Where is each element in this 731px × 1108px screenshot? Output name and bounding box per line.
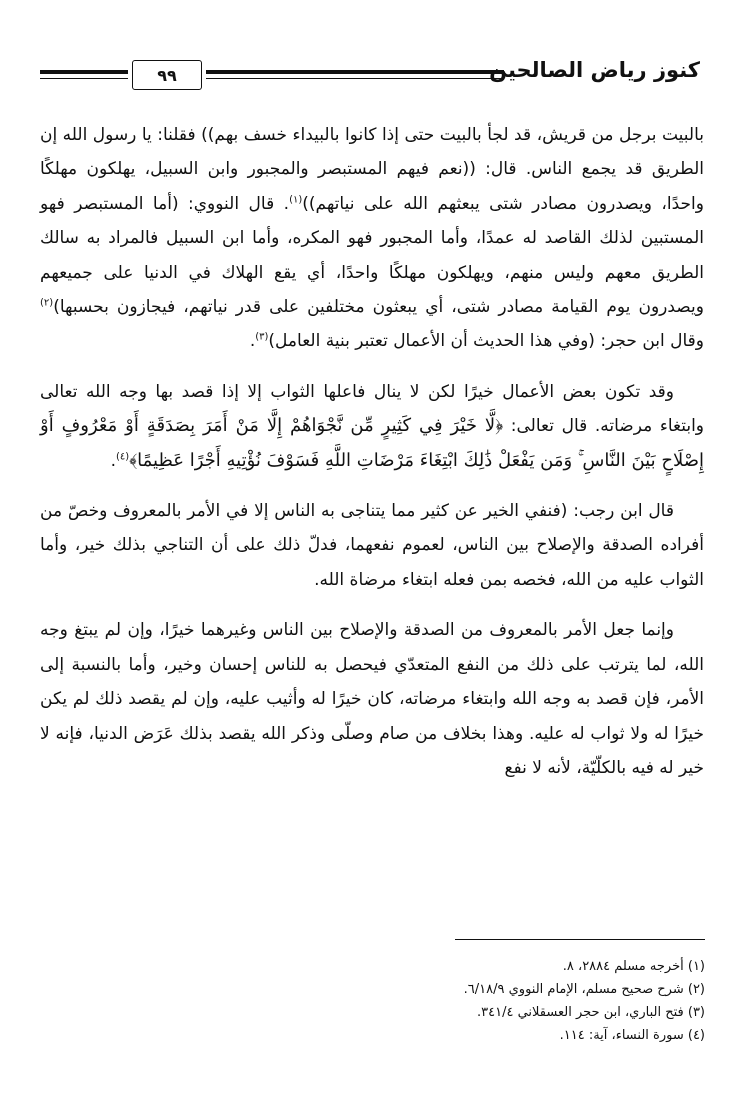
header-rule-right-thin <box>206 78 504 79</box>
footnote-1: (١) أخرجه مسلم ٢٨٨٤، ٨. <box>562 959 705 974</box>
paragraph-1 <box>40 118 704 359</box>
footnotes <box>205 955 705 1047</box>
footnote-divider <box>455 939 705 940</box>
page-body <box>40 118 704 801</box>
paragraph-2-text: وقد تكون بعض الأعمال خيرًا لكن لا ينال فاعلها الثواب إلا إذا قصد بها وجه الله تعالى وابتغاء مرضاته. قال تعالى: <box>40 381 705 437</box>
quran-verse: ﴿لَّا خَيْرَ فِي كَثِيرٍ مِّن نَّجْوَاهُمْ إِلَّا مَنْ أَمَرَ بِصَدَقَةٍ أَوْ مَعْرُوفٍ أَوْ إِصْلَاحٍ بَيْنَ النَّاسِ ۚ وَمَن يَفْعَلْ ذَٰلِكَ ابْتِغَاءَ مَرْضَاتِ اللَّهِ فَسَوْفَ نُؤْتِيهِ أَجْرًا عَظِيمًا﴾ <box>40 415 704 471</box>
paragraph-2-text-2: . <box>110 450 116 471</box>
book-title: كنوز رياض الصالحين <box>489 58 700 82</box>
paragraph-2 <box>40 375 704 478</box>
header-rule-right <box>206 70 504 74</box>
footnote-ref-1[interactable]: (١) <box>289 194 303 206</box>
paragraph-1-text-3: وقال ابن حجر: (وفي هذا الحديث أن الأعمال تعتبر بنية العامل) <box>268 331 704 352</box>
paragraph-1-text: بالبيت برجل من قريش، قد لجأ بالبيت حتى إذا كانوا بالبيداء خسف بهم)) فقلنا: يا رسول الله إن الطريق قد يجمع الناس. قال: ((نعم فيهم المستبصر والمجبور وابن السبيل، يهلكون مهلكًا واحدًا، ويصدرون مصادر شتى يبعثهم الله على نياتهم)) <box>40 125 704 214</box>
footnote-ref-3[interactable]: (٣) <box>255 331 269 343</box>
paragraph-4 <box>40 613 704 785</box>
paragraph-3-text: قال ابن رجب: (فنفي الخير عن كثير مما يتناجى به الناس إلا في الأمر بالمعروف وخصّ من أفراده الصدقة والإصلاح بين الناس، لعموم نفعهما، فدلّ ذلك على أن التناجي بذلك خير، وأما الثواب عليه من الله، فخصه بمن فعله ابتغاء مرضاة الله. <box>40 501 704 590</box>
paragraph-1-text-2: . قال النووي: (أما المستبصر فهو المستبين لذلك القاصد له عمدًا، وأما المجبور فهو المكره، وأما ابن السبيل فالمراد به سالك الطريق معهم وليس منهم، ويهلكون مهلكًا واحدًا، أي يقع الهلاك في الدنيا على جميعهم ويصدرون يوم القيامة مصادر شتى، أي يبعثون مختلفين على قدر نياتهم، فيجازون بحسبها) <box>40 193 704 318</box>
paragraph-1-text-4: . <box>249 331 256 352</box>
paragraph-4-text: وإنما جعل الأمر بالمعروف من الصدقة والإصلاح بين الناس وغيرهما خيرًا، وإن لم يبتغ وجه الله، لما يترتب على ذلك من النفع المتعدّي فيحصل به للناس إحسان وخير، وأما بالنسبة إلى الأمر، فإن قصد به وجه الله وابتغاء مرضاته، كان خيرًا له وأثيب عليه، وإن لم يقصد ذلك لم يكن خيرًا له ولا ثواب له عليه. وهذا بخلاف من صام وصلّى وذكر الله يقصد بذلك عَرَض الدنيا، فإنه لا خير له فيه بالكلّيّة، لأنه لا نفع <box>40 620 704 778</box>
page-header <box>40 56 700 98</box>
page-number-text: ٩٩ <box>157 65 177 85</box>
footnote-2: (٢) شرح صحيح مسلم، الإمام النووي ٦/١٨/٩. <box>463 982 705 997</box>
footnote-4: (٤) سورة النساء، آية: ١١٤. <box>559 1028 705 1043</box>
header-rule-left-thin <box>40 78 128 79</box>
paragraph-3 <box>40 494 704 597</box>
header-rule-left <box>40 70 128 74</box>
footnote-ref-2[interactable]: (٢) <box>40 297 54 309</box>
footnote-3: (٣) فتح الباري، ابن حجر العسقلاني ٣٤١/٤. <box>477 1005 705 1020</box>
page-number <box>132 60 202 90</box>
footnote-ref-4[interactable]: (٤) <box>116 451 130 462</box>
